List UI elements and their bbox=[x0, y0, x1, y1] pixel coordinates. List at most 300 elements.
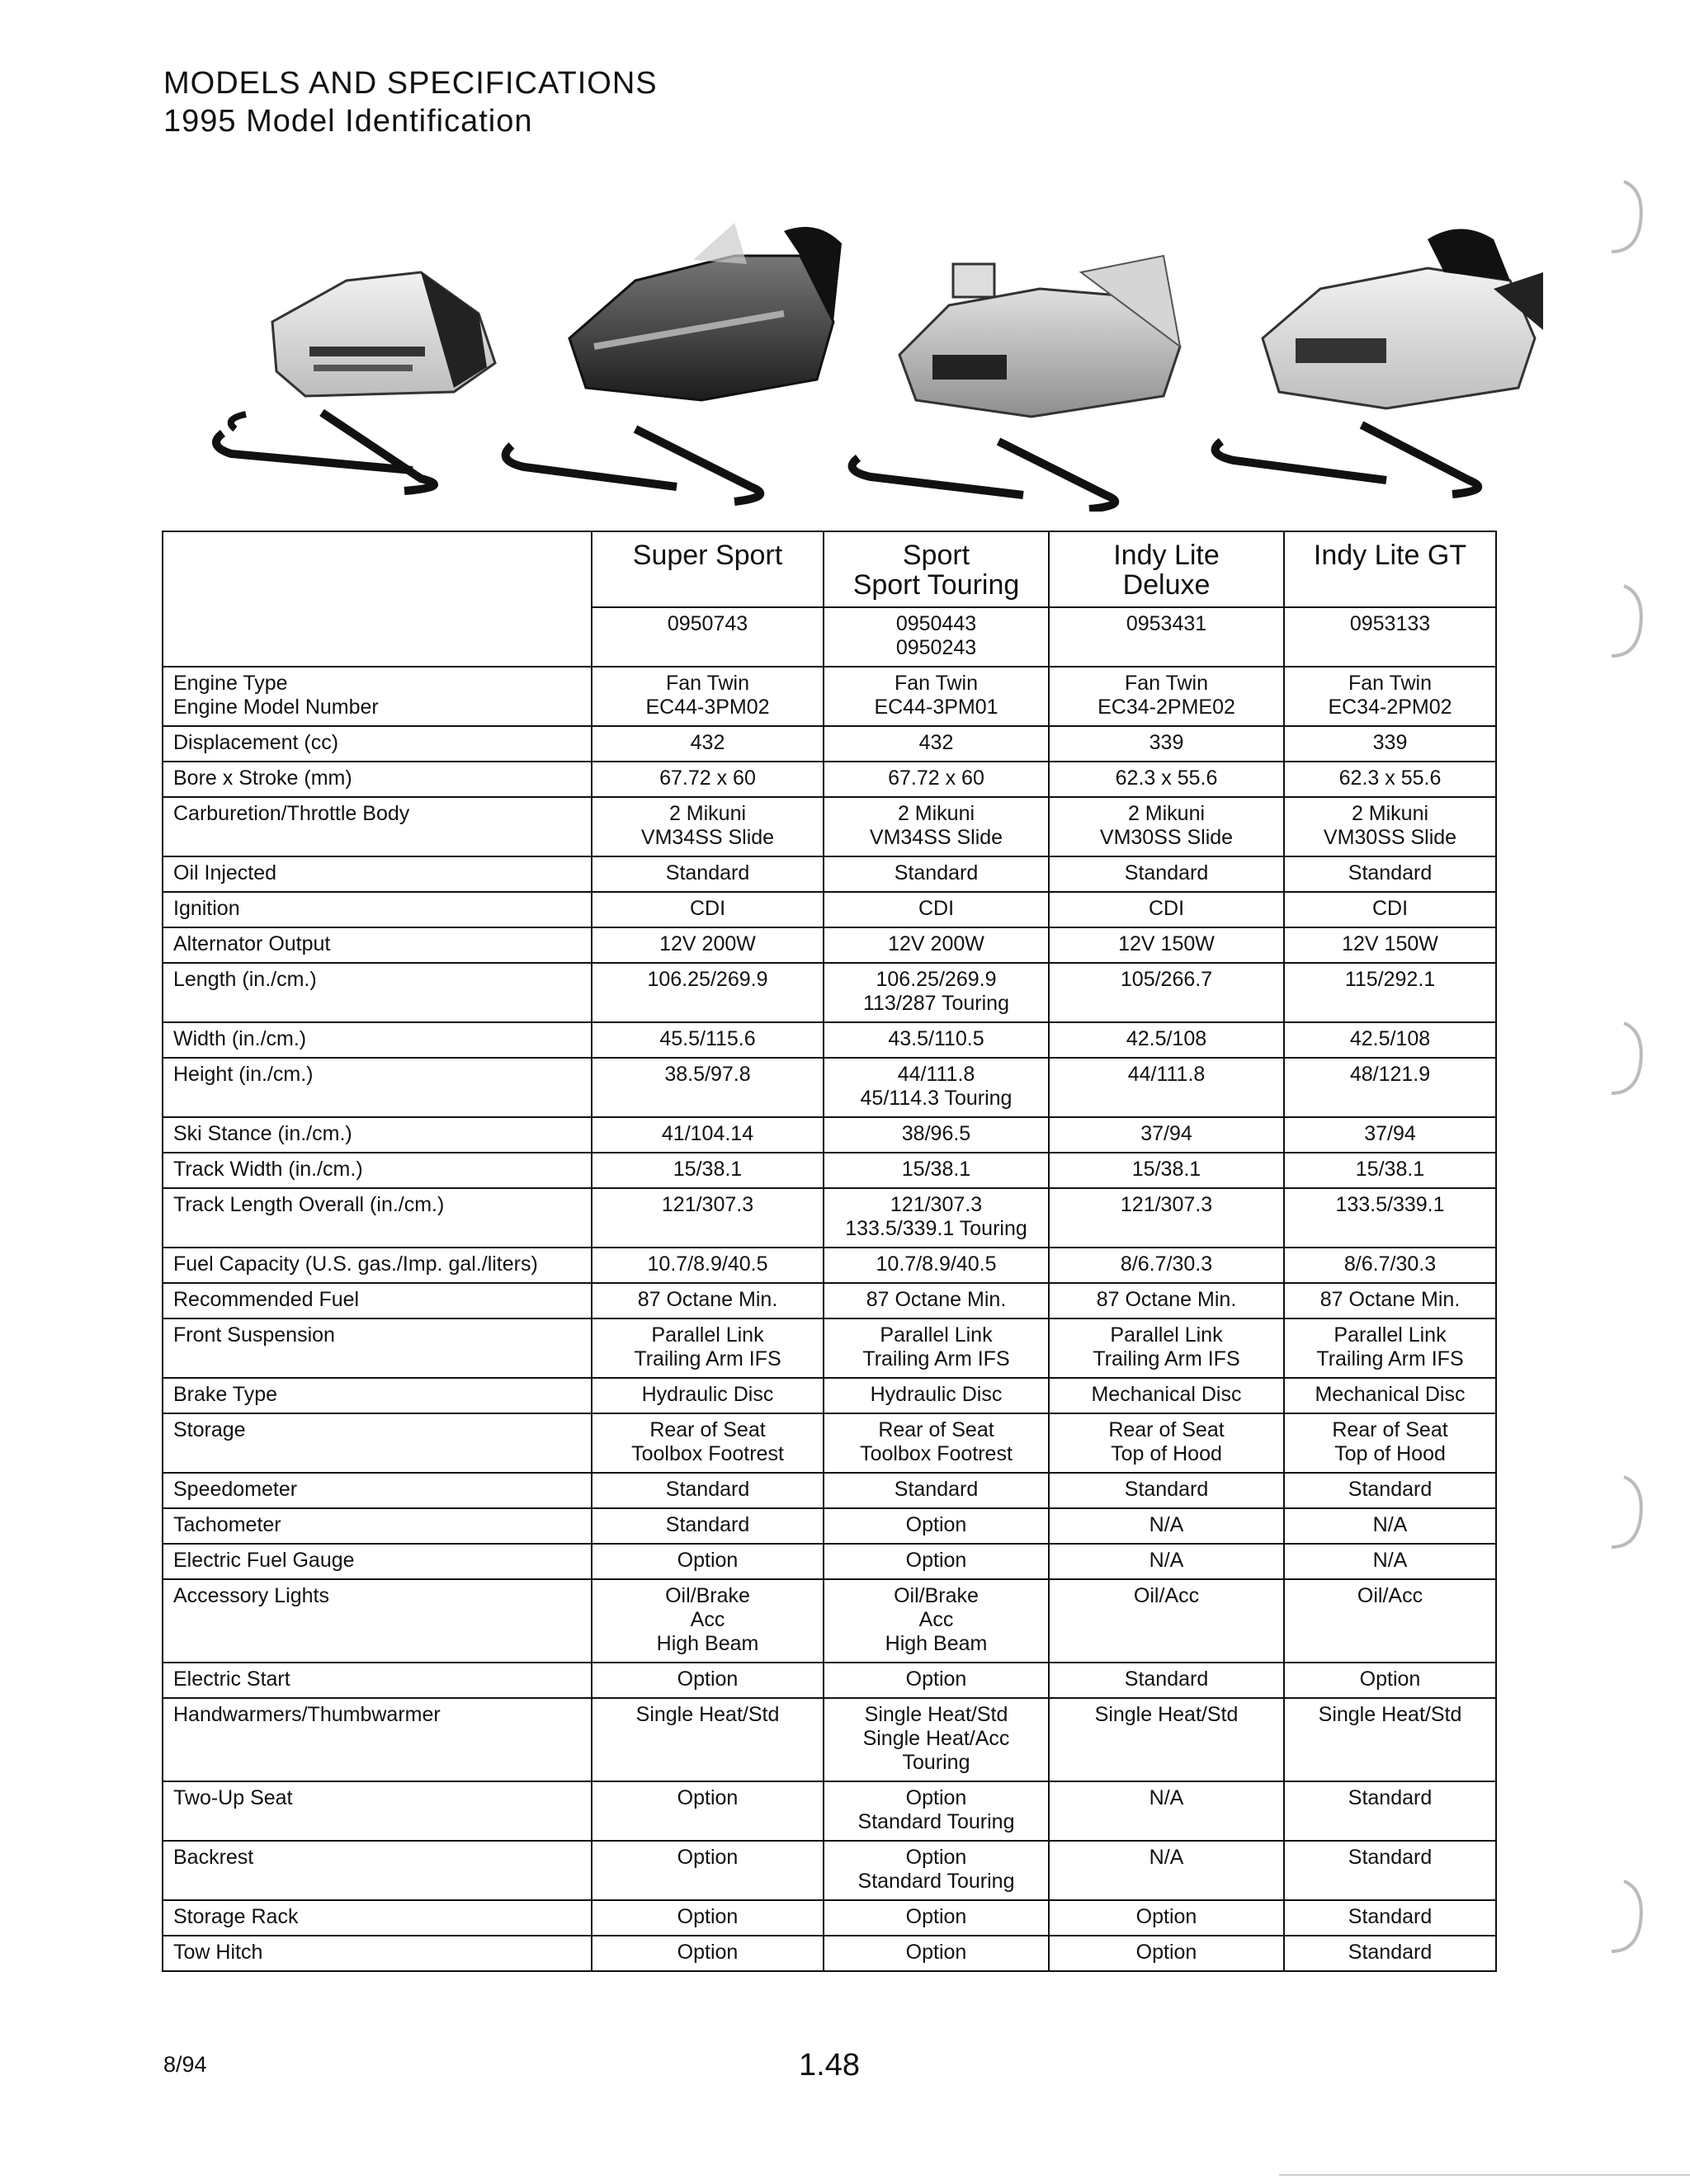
spec-value-cell bbox=[824, 927, 1049, 963]
cell-text: Indy Lite GT bbox=[1313, 540, 1467, 571]
table-row bbox=[163, 963, 1496, 1022]
spec-label-cell bbox=[163, 726, 592, 762]
spec-value-cell bbox=[824, 1318, 1049, 1378]
cell-text: 15/38.1 bbox=[1131, 1158, 1201, 1181]
table-row bbox=[163, 1153, 1496, 1188]
cell-text: Top of Hood bbox=[1111, 1442, 1222, 1465]
spec-value-cell bbox=[824, 1544, 1049, 1579]
spec-value-cell bbox=[824, 1153, 1049, 1188]
table-row bbox=[163, 1413, 1496, 1473]
page-edge-line bbox=[1279, 2174, 1690, 2176]
cell-text: Brake Type bbox=[173, 1383, 278, 1406]
spec-value-cell bbox=[1284, 963, 1496, 1022]
spec-value-cell bbox=[824, 1508, 1049, 1544]
spec-label-cell bbox=[163, 1663, 592, 1698]
cell-text: 2 Mikuni bbox=[897, 802, 975, 825]
spec-value-cell bbox=[592, 927, 824, 963]
cell-text: Trailing Arm IFS bbox=[862, 1347, 1010, 1370]
spec-label-cell bbox=[163, 1283, 592, 1318]
snowmobile-indy-lite-deluxe bbox=[852, 256, 1180, 509]
spec-value-cell bbox=[1049, 797, 1284, 856]
cell-text: Trailing Arm IFS bbox=[1093, 1347, 1240, 1370]
specifications-table bbox=[162, 531, 1497, 1972]
cell-text: Length (in./cm.) bbox=[173, 968, 317, 991]
spec-value-cell bbox=[824, 667, 1049, 726]
cell-text: 42.5/108 bbox=[1349, 1027, 1431, 1050]
spec-value-cell bbox=[1284, 797, 1496, 856]
spec-value-cell bbox=[1049, 1153, 1284, 1188]
spec-value-cell bbox=[1049, 892, 1284, 927]
spec-value-cell bbox=[824, 1663, 1049, 1698]
spec-value-cell bbox=[592, 1936, 824, 1971]
cell-text: Single Heat/Std bbox=[864, 1703, 1008, 1726]
table-row bbox=[163, 1579, 1496, 1663]
cell-text: 45/114.3 Touring bbox=[860, 1087, 1013, 1110]
cell-text: Accessory Lights bbox=[173, 1584, 329, 1607]
cell-text: Option bbox=[905, 1667, 967, 1691]
cell-text: 37/94 bbox=[1364, 1122, 1416, 1145]
model-name-header bbox=[592, 531, 824, 607]
binder-hole-icon bbox=[1599, 173, 1649, 264]
cell-text: Electric Start bbox=[173, 1667, 290, 1691]
spec-value-cell bbox=[592, 1698, 824, 1781]
spec-value-cell bbox=[1284, 1188, 1496, 1248]
spec-value-cell bbox=[1049, 1781, 1284, 1841]
cell-text: Backrest bbox=[173, 1846, 254, 1869]
cell-text: Oil Injected bbox=[173, 861, 277, 884]
spec-label-cell bbox=[163, 1698, 592, 1781]
table-row bbox=[163, 1058, 1496, 1117]
table-row bbox=[163, 1841, 1496, 1900]
spec-value-cell bbox=[1284, 1153, 1496, 1188]
cell-text: 62.3 x 55.6 bbox=[1338, 767, 1442, 790]
cell-text: 42.5/108 bbox=[1126, 1027, 1207, 1050]
spec-label-cell bbox=[163, 1579, 592, 1663]
cell-text: VM34SS Slide bbox=[640, 826, 775, 849]
spec-value-cell bbox=[592, 1413, 824, 1473]
cell-text: 106.25/269.9 bbox=[876, 968, 997, 991]
spec-value-cell bbox=[592, 667, 824, 726]
cell-text: 8/6.7/30.3 bbox=[1120, 1252, 1213, 1276]
cell-text: Track Length Overall (in./cm.) bbox=[173, 1193, 445, 1216]
spec-label-cell bbox=[163, 1318, 592, 1378]
spec-value-cell bbox=[1049, 1936, 1284, 1971]
table-row bbox=[163, 1698, 1496, 1781]
spec-value-cell bbox=[824, 1936, 1049, 1971]
cell-text: Standard bbox=[665, 861, 750, 884]
cell-text: Option bbox=[677, 1941, 739, 1964]
spec-label-cell bbox=[163, 1153, 592, 1188]
spec-value-cell bbox=[1284, 726, 1496, 762]
cell-text: Displacement (cc) bbox=[173, 731, 339, 754]
cell-text: CDI bbox=[918, 897, 955, 920]
cell-text: 133.5/339.1 Touring bbox=[845, 1217, 1027, 1240]
cell-text: Tow Hitch bbox=[173, 1941, 263, 1964]
table-row bbox=[163, 1022, 1496, 1058]
spec-value-cell bbox=[592, 963, 824, 1022]
spec-label-cell bbox=[163, 1378, 592, 1413]
spec-value-cell bbox=[1284, 1117, 1496, 1153]
cell-text: 62.3 x 55.6 bbox=[1115, 767, 1218, 790]
spec-value-cell bbox=[1049, 1117, 1284, 1153]
cell-text: 12V 150W bbox=[1342, 932, 1438, 955]
cell-text: Handwarmers/Thumbwarmer bbox=[173, 1703, 441, 1726]
spec-value-cell bbox=[824, 1841, 1049, 1900]
table-row bbox=[163, 1900, 1496, 1936]
spec-label-cell bbox=[163, 797, 592, 856]
cell-text: Two-Up Seat bbox=[173, 1786, 293, 1809]
spec-label-cell bbox=[163, 1544, 592, 1579]
cell-text: Fan Twin bbox=[1125, 672, 1208, 695]
cell-text: Top of Hood bbox=[1334, 1442, 1446, 1465]
cell-text: Oil/Brake bbox=[665, 1584, 750, 1607]
cell-text: Storage Rack bbox=[173, 1905, 299, 1928]
page-number: 1.48 bbox=[799, 2048, 860, 2083]
cell-text: Touring bbox=[902, 1751, 970, 1774]
cell-text: Option bbox=[677, 1667, 739, 1691]
spec-value-cell bbox=[1284, 856, 1496, 892]
spec-value-cell bbox=[1049, 1058, 1284, 1117]
table-row bbox=[163, 762, 1496, 797]
spec-value-cell bbox=[592, 1283, 824, 1318]
cell-text: 432 bbox=[918, 731, 954, 754]
part-number-cell bbox=[824, 607, 1049, 667]
spec-value-cell bbox=[1284, 762, 1496, 797]
page-title: MODELS AND SPECIFICATIONS bbox=[163, 66, 658, 101]
page-heading bbox=[163, 64, 658, 140]
cell-text: Sport Touring bbox=[852, 569, 1020, 601]
cell-text: Option bbox=[905, 1941, 967, 1964]
part-number-cell bbox=[1049, 607, 1284, 667]
spec-value-cell bbox=[592, 1781, 824, 1841]
cell-text: Option bbox=[1359, 1667, 1421, 1691]
snowmobile-super-sport bbox=[216, 272, 495, 491]
cell-text: Ignition bbox=[173, 897, 240, 920]
spec-value-cell bbox=[1049, 1508, 1284, 1544]
cell-text: N/A bbox=[1149, 1846, 1184, 1869]
spec-value-cell bbox=[824, 892, 1049, 927]
cell-text: 339 bbox=[1149, 731, 1184, 754]
table-row bbox=[163, 892, 1496, 927]
spec-value-cell bbox=[1284, 1841, 1496, 1900]
cell-text: 0950743 bbox=[667, 612, 748, 635]
spec-value-cell bbox=[1049, 1663, 1284, 1698]
binder-hole-icon bbox=[1599, 1015, 1649, 1106]
cell-text: Electric Fuel Gauge bbox=[173, 1549, 355, 1572]
spec-value-cell bbox=[1049, 726, 1284, 762]
table-row bbox=[163, 1248, 1496, 1283]
spec-label-cell bbox=[163, 1781, 592, 1841]
cell-text: Trailing Arm IFS bbox=[634, 1347, 781, 1370]
table-row bbox=[163, 797, 1496, 856]
cell-text: Ski Stance (in./cm.) bbox=[173, 1122, 352, 1145]
cell-text: 48/121.9 bbox=[1349, 1063, 1431, 1086]
cell-text: N/A bbox=[1149, 1786, 1184, 1809]
snowmobile-photo bbox=[206, 223, 1543, 512]
spec-value-cell bbox=[1284, 667, 1496, 726]
spec-value-cell bbox=[1049, 963, 1284, 1022]
spec-value-cell bbox=[1284, 1248, 1496, 1283]
spec-value-cell bbox=[1284, 1781, 1496, 1841]
cell-text: CDI bbox=[1371, 897, 1409, 920]
cell-text: EC34-2PM02 bbox=[1328, 696, 1452, 719]
cell-text: Width (in./cm.) bbox=[173, 1027, 307, 1050]
spec-label-cell bbox=[163, 1058, 592, 1117]
table-row bbox=[163, 927, 1496, 963]
cell-text: Standard bbox=[1124, 1478, 1209, 1501]
spec-value-cell bbox=[1284, 1413, 1496, 1473]
cell-text: Bore x Stroke (mm) bbox=[173, 767, 352, 790]
table-row bbox=[163, 667, 1496, 726]
spec-value-cell bbox=[1049, 762, 1284, 797]
spec-value-cell bbox=[1284, 1936, 1496, 1971]
part-number-cell bbox=[592, 607, 824, 667]
cell-text: Acc bbox=[690, 1608, 725, 1631]
cell-text: 339 bbox=[1372, 731, 1408, 754]
cell-text: Standard Touring bbox=[857, 1870, 1015, 1893]
cell-text: Rear of Seat bbox=[1108, 1418, 1225, 1441]
model-name-header bbox=[824, 531, 1049, 607]
spec-value-cell bbox=[1049, 856, 1284, 892]
cell-text: Standard bbox=[1124, 861, 1209, 884]
cell-text: Sport bbox=[902, 540, 970, 571]
spec-value-cell bbox=[824, 1900, 1049, 1936]
cell-text: Single Heat/Std bbox=[635, 1703, 780, 1726]
spec-value-cell bbox=[592, 1544, 824, 1579]
spec-value-cell bbox=[1049, 1579, 1284, 1663]
cell-text: 121/307.3 bbox=[1120, 1193, 1213, 1216]
spec-value-cell bbox=[824, 1579, 1049, 1663]
spec-value-cell bbox=[1049, 1378, 1284, 1413]
spec-label-cell bbox=[163, 1900, 592, 1936]
spec-value-cell bbox=[1049, 927, 1284, 963]
cell-text: Parallel Link bbox=[880, 1323, 993, 1347]
cell-text: Height (in./cm.) bbox=[173, 1063, 314, 1086]
cell-text: Tachometer bbox=[173, 1513, 281, 1536]
cell-text: 115/292.1 bbox=[1344, 968, 1436, 991]
cell-text: Storage bbox=[173, 1418, 246, 1441]
cell-text: Super Sport bbox=[632, 540, 783, 571]
cell-text: Option bbox=[905, 1786, 967, 1809]
table-row bbox=[163, 1936, 1496, 1971]
spec-value-cell bbox=[592, 1058, 824, 1117]
cell-text: CDI bbox=[689, 897, 726, 920]
cell-text: N/A bbox=[1149, 1513, 1184, 1536]
spec-value-cell bbox=[824, 1022, 1049, 1058]
cell-text: Single Heat/Std bbox=[1094, 1703, 1239, 1726]
spec-value-cell bbox=[1049, 1544, 1284, 1579]
spec-value-cell bbox=[1049, 1248, 1284, 1283]
spec-label-cell bbox=[163, 1473, 592, 1508]
cell-text: Standard bbox=[1348, 1941, 1433, 1964]
cell-text: VM30SS Slide bbox=[1099, 826, 1234, 849]
spec-value-cell bbox=[592, 1248, 824, 1283]
cell-text: Parallel Link bbox=[1334, 1323, 1447, 1347]
cell-text: Hydraulic Disc bbox=[870, 1383, 1003, 1406]
cell-text: 87 Octane Min. bbox=[1096, 1288, 1237, 1311]
cell-text: Fuel Capacity (U.S. gas./Imp. gal./liters) bbox=[173, 1252, 538, 1276]
cell-text: 37/94 bbox=[1140, 1122, 1192, 1145]
binder-hole-icon bbox=[1599, 1873, 1649, 1964]
cell-text: 0950243 bbox=[895, 636, 977, 659]
spec-value-cell bbox=[824, 762, 1049, 797]
table-row bbox=[163, 1378, 1496, 1413]
cell-text: Standard bbox=[1348, 861, 1433, 884]
snowmobile-sport bbox=[506, 223, 842, 502]
spec-value-cell bbox=[592, 1473, 824, 1508]
spec-label-cell bbox=[163, 963, 592, 1022]
cell-text: Toolbox Footrest bbox=[631, 1442, 784, 1465]
spec-value-cell bbox=[824, 856, 1049, 892]
spec-value-cell bbox=[1284, 1473, 1496, 1508]
cell-text: 121/307.3 bbox=[890, 1193, 983, 1216]
cell-text: 12V 200W bbox=[888, 932, 984, 955]
cell-text: Option bbox=[905, 1549, 967, 1572]
cell-text: Deluxe bbox=[1122, 569, 1211, 601]
cell-text: 113/287 Touring bbox=[862, 992, 1009, 1015]
cell-text: 38.5/97.8 bbox=[664, 1063, 751, 1086]
cell-text: Front Suspension bbox=[173, 1323, 335, 1347]
spec-label-cell bbox=[163, 856, 592, 892]
cell-text: CDI bbox=[1148, 897, 1185, 920]
cell-text: Rear of Seat bbox=[1332, 1418, 1448, 1441]
spec-label-cell bbox=[163, 762, 592, 797]
cell-text: Rear of Seat bbox=[878, 1418, 994, 1441]
spec-value-cell bbox=[1284, 1579, 1496, 1663]
cell-text: N/A bbox=[1372, 1549, 1408, 1572]
spec-label-cell bbox=[163, 1188, 592, 1248]
cell-text: Mechanical Disc bbox=[1091, 1383, 1242, 1406]
spec-label-cell bbox=[163, 1413, 592, 1473]
corner-cell bbox=[163, 531, 592, 667]
spec-value-cell bbox=[1049, 1318, 1284, 1378]
table-row bbox=[163, 856, 1496, 892]
table-row bbox=[163, 1663, 1496, 1698]
cell-text: Option bbox=[677, 1905, 739, 1928]
spec-value-cell bbox=[592, 856, 824, 892]
snowmobile-indy-lite-gt bbox=[1216, 229, 1543, 495]
spec-value-cell bbox=[1049, 667, 1284, 726]
cell-text: Fan Twin bbox=[1348, 672, 1432, 695]
cell-text: 87 Octane Min. bbox=[1319, 1288, 1461, 1311]
cell-text: Standard bbox=[665, 1478, 750, 1501]
cell-text: Oil/Acc bbox=[1133, 1584, 1200, 1607]
cell-text: 12V 150W bbox=[1118, 932, 1215, 955]
cell-text: 15/38.1 bbox=[1355, 1158, 1425, 1181]
cell-text: 121/307.3 bbox=[661, 1193, 754, 1216]
cell-text: 0950443 bbox=[895, 612, 977, 635]
spec-label-cell bbox=[163, 1117, 592, 1153]
spec-value-cell bbox=[592, 1188, 824, 1248]
cell-text: Speedometer bbox=[173, 1478, 298, 1501]
cell-text: Standard bbox=[894, 1478, 979, 1501]
spec-value-cell bbox=[1049, 1473, 1284, 1508]
spec-label-cell bbox=[163, 1508, 592, 1544]
spec-value-cell bbox=[1284, 1508, 1496, 1544]
spec-value-cell bbox=[1049, 1283, 1284, 1318]
spec-value-cell bbox=[592, 797, 824, 856]
cell-text: 10.7/8.9/40.5 bbox=[647, 1252, 768, 1276]
cell-text: Recommended Fuel bbox=[173, 1288, 360, 1311]
spec-value-cell bbox=[1284, 1058, 1496, 1117]
cell-text: Standard Touring bbox=[857, 1810, 1015, 1833]
spec-value-cell bbox=[592, 1508, 824, 1544]
spec-value-cell bbox=[1284, 1318, 1496, 1378]
cell-text: EC44-3PM02 bbox=[645, 696, 770, 719]
spec-label-cell bbox=[163, 1022, 592, 1058]
cell-text: 105/266.7 bbox=[1120, 968, 1213, 991]
model-name-header bbox=[1049, 531, 1284, 607]
spec-value-cell bbox=[1049, 1188, 1284, 1248]
spec-value-cell bbox=[824, 1378, 1049, 1413]
cell-text: 106.25/269.9 bbox=[647, 968, 768, 991]
cell-text: Hydraulic Disc bbox=[641, 1383, 774, 1406]
spec-label-cell bbox=[163, 667, 592, 726]
cell-text: 432 bbox=[690, 731, 725, 754]
cell-text: VM30SS Slide bbox=[1323, 826, 1457, 849]
cell-text: 10.7/8.9/40.5 bbox=[876, 1252, 997, 1276]
cell-text: VM34SS Slide bbox=[869, 826, 1003, 849]
cell-text: EC44-3PM01 bbox=[874, 696, 998, 719]
binder-hole-icon bbox=[1599, 578, 1649, 668]
cell-text: 44/111.8 bbox=[897, 1063, 975, 1086]
spec-label-cell bbox=[163, 927, 592, 963]
cell-text: 45.5/115.6 bbox=[659, 1027, 756, 1050]
spec-value-cell bbox=[824, 1781, 1049, 1841]
cell-text: Oil/Brake bbox=[894, 1584, 979, 1607]
cell-text: Option bbox=[677, 1846, 739, 1869]
spec-value-cell bbox=[1049, 1022, 1284, 1058]
cell-text: High Beam bbox=[885, 1632, 988, 1655]
spec-value-cell bbox=[824, 726, 1049, 762]
spec-value-cell bbox=[592, 1318, 824, 1378]
model-name-row bbox=[163, 531, 1496, 607]
spec-label-cell bbox=[163, 1936, 592, 1971]
cell-text: 67.72 x 60 bbox=[888, 767, 984, 790]
spec-value-cell bbox=[824, 1413, 1049, 1473]
spec-value-cell bbox=[592, 1117, 824, 1153]
cell-text: 38/96.5 bbox=[901, 1122, 971, 1145]
cell-text: Trailing Arm IFS bbox=[1316, 1347, 1464, 1370]
cell-text: Fan Twin bbox=[895, 672, 978, 695]
cell-text: Engine Type bbox=[173, 672, 288, 695]
spec-value-cell bbox=[824, 1117, 1049, 1153]
cell-text: 15/38.1 bbox=[901, 1158, 971, 1181]
cell-text: N/A bbox=[1149, 1549, 1184, 1572]
spec-value-cell bbox=[824, 1698, 1049, 1781]
spec-value-cell bbox=[1049, 1413, 1284, 1473]
cell-text: Option bbox=[905, 1905, 967, 1928]
cell-text: 133.5/339.1 bbox=[1335, 1193, 1445, 1216]
cell-text: Option bbox=[905, 1513, 967, 1536]
cell-text: 43.5/110.5 bbox=[888, 1027, 984, 1050]
cell-text: 2 Mikuni bbox=[1127, 802, 1206, 825]
cell-text: Single Heat/Std bbox=[1318, 1703, 1462, 1726]
table-row bbox=[163, 1508, 1496, 1544]
cell-text: 8/6.7/30.3 bbox=[1343, 1252, 1437, 1276]
cell-text: Rear of Seat bbox=[649, 1418, 766, 1441]
binder-hole-icon bbox=[1599, 1469, 1649, 1559]
spec-value-cell bbox=[592, 1900, 824, 1936]
cell-text: 87 Octane Min. bbox=[637, 1288, 778, 1311]
cell-text: Single Heat/Acc bbox=[862, 1727, 1010, 1750]
cell-text: 0953133 bbox=[1349, 612, 1431, 635]
cell-text: Option bbox=[1135, 1905, 1197, 1928]
cell-text: N/A bbox=[1372, 1513, 1408, 1536]
table-row bbox=[163, 1188, 1496, 1248]
spec-value-cell bbox=[1284, 927, 1496, 963]
table-row bbox=[163, 1318, 1496, 1378]
